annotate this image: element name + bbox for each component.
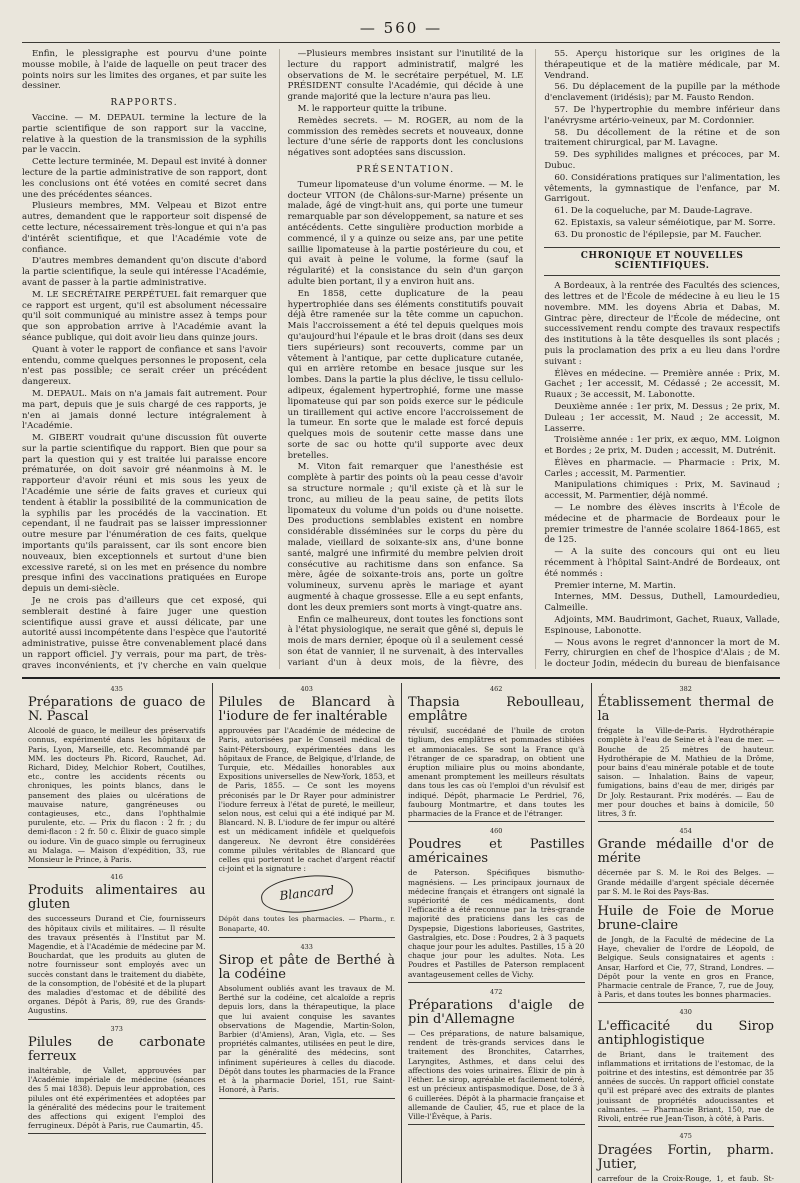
paragraph: Deuxième année : 1er prix, M. Dessus ; 2e prix, M. Duleau ; 1er accessit, M. Naud ; 2e accessit, M. Lasserre. [544,402,780,434]
ad-divider [408,1124,585,1125]
advertisement [598,1008,775,1127]
ad-column-2 [212,683,402,1183]
paragraph: — Nous avons le regret d'annoncer la mort de M. Ferry, chirurgien en chef de l'hospice d'Alais ; de M. le docteur Jodin, médecin du bureau de bienfaisance [544,638,780,669]
paragraph: M. DEPAUL. Mais on n'a jamais fait autrement. Pour ma part, depuis que je suis chargé de ces rapports, je n'en ai jamais donné lecture intégralement à l'Académie. [22,389,267,432]
thesis-item: 56. Du déplacement de la pupille par la méthode d'enclavement (iridésis); par M. Fausto Rendon. [544,82,780,104]
ad-body: de Paterson. Spécifiques bismutho-magnésiens. — Les principaux journaux de médecine français et étrangers ont signalé la supériorité de ces médicaments, dont l'efficacité a été reconnue par la très-grande majorité des praticiens dans les cas de Dyspepsie, Digestions laborieuses, Gastrites, Gastralgies, etc. Dose : Poudres, 2 à 3 paquets chaque jour pour les adultes. Pastilles, 15 à 20 chaque jour pour les adultes. Nota. Les Poudres et Pastilles de Paterson remplacent avantageusement celles de Vichy. [408,868,585,978]
ad-title: Préparations d'aigle de pin d'Allemagne [408,999,585,1027]
advertisement [28,1025,206,1135]
ad-title: Pilules de Blancard à l'iodure de fer inaltérable [219,696,396,724]
paragraph: Tumeur lipomateuse d'un volume énorme. — M. le docteur VITON (de Châlons-sur-Marne) présente un malade, âgé de vingt-huit ans, qui porte une tumeur remarquable par son développement, sa nature et ses antécédents. Cette singulière production morbide a commencé, il y a quinze ou seize ans, par une petite saillie lipomateuse à la partie postérieure du cou, et qui avait à peine le volume, la forme (sauf la régularité) et la consistance du sein d'un garçon adulte bien portant, il y a environ huit ans. [288,180,524,288]
thesis-item: 62. Epistaxis, sa valeur séméiotique, par M. Sorre. [544,218,780,229]
ad-body: des successeurs Durand et Cie, fournisseurs des hôpitaux civils et militaires. — Il résulte des travaux présentés à l'Institut par M. Magendie, et à l'Académie de médecine par M. Bouchardat, que les produits au gluten de notre fournisseur sont employés avec un succès constant dans le traitement du diabète, de la consomption, de l'obésité et de la plupart des maladies d'estomac et de débilité des organes. Dépôt à Paris, 89, rue des Grands-Augustins. [28,914,206,1015]
advertisement [408,827,585,983]
ad-body: Absolument oubliés avant les travaux de M. Berthé sur la codéine, cet alcaloïde a repris depuis lors, dans la thérapeutique, la place que lui avaient conquise les savantes observations de Magendie, Martin-Solon, Barbier (d'Amiens), Aran, Vigla, etc. — Ses propriétés calmantes, utilisées en peut le dire, par la généralité des médecins, sont infiniment supérieures à celles du diacode. Dépôt dans toutes les pharmacies de la France et à la pharmacie Doriel, 151, rue Saint-Honoré, à Paris. [219,984,396,1094]
page-number: — 560 — [22,18,780,43]
ad-body: approuvées par l'Académie de médecine de Paris, autorisées par le Conseil médical de Saint-Pétersbourg, expérimentées dans les hôpitaux de France, de Belgique, d'Irlande, de Turquie, etc. Médailles honorables aux Expositions universelles de New-York, 1853, et de Paris, 1855. — Ce sont les moyens préconisés par le Dr Rayer pour administrer l'iodure ferreux à l'état de pureté, le meilleur, selon nous, est celui qui a été indiqué par M. Blancard. N. B. L'iodure de fer impur ou altéré est un médicament infidèle et quelquefois dangereux. Ne devront être considérées comme pilules véritables de Blancard que celles qui porteront le cachet d'argent réactif ci-joint et la signature : [219,726,396,873]
advertisement [219,685,396,938]
paragraph: Manipulations chimiques : Prix, M. Savinaud ; accessit, M. Parmentier, déjà nommé. [544,480,780,502]
ad-title: Établissement thermal de la [598,696,775,724]
paragraph: Je ne crois pas d'ailleurs que cet exposé, qui semblerait destiné à faire juger une question scientifique aussi grave et aussi délicate, par une autorité aussi incompétente dans l'espèce que l'autorité administrative, puisse être convenablement placé dans un rapport officiel. J'y verrais, pour ma part, de très-graves inconvénients, et j'y cherche en vain quelque [22,596,267,669]
advertisement [598,1132,775,1183]
paragraph: A Bordeaux, à la rentrée des Facultés des sciences, des lettres et de l'École de médecine à eu lieu le 15 novembre. MM. les doyens Abria et Dabas, M. Gintrac père, directeur de l'École de médecine, ont successivement rendu compte des travaux respectifs des institutions à la tête desquelles ils sont placés ; puis la proclamation des prix a eu lieu dans l'ordre suivant : [544,281,780,367]
ad-number: 454 [598,827,775,836]
ad-body: décernée par S. M. le Roi des Belges. — Grande médaille d'argent spéciale décernée par S. M. le Roi des Pays-Bas. [598,868,775,896]
paragraph: M. le rapporteur quitte la tribune. [288,104,524,115]
paragraph: Enfin, le plessigraphe est pourvu d'une pointe mousse mobile, à l'aide de laquelle on peut tracer des points noirs sur les limites des organes, et par suite les dessiner. [22,49,267,92]
ad-body: frégate la Ville-de-Paris. Hydrothérapie complète à l'eau de Seine et à l'eau de mer. — Bouche de 25 mètres de hauteur. Hydrothérapie de M. Mathieu de la Drôme, pour bains d'eau minérale potable et de toute saison. — Inhalation. Bains de vapeur, fumigations, bains d'eau de mer, dirigés par Dr Joly. Restaurant. Prix modérés. — Eau de mer pour douches et bains à domicile, 50 litres, 3 fr. [598,726,775,818]
paragraph: Élèves en médecine. — Première année : Prix, M. Gachet ; 1er accessit, M. Cédassé ; 2e accessit, M. Ruaux ; 3e accessit, M. Labonotte. [544,369,780,401]
ad-number: 403 [219,685,396,694]
ad-body: carrefour de la Croix-Rouge, 1, et faub. St- [598,1174,775,1183]
paragraph: Élèves en pharmacie. — Pharmacie : Prix, M. Carles ; accessit, M. Parmentier. [544,458,780,480]
ad-number: 430 [598,1008,775,1017]
ad-title: Poudres et Pastilles américaines [408,838,585,866]
paragraph: En 1858, cette duplicature de la peau hypertrophiée dans ses éléments constitutifs pouvait déjà être ramenée sur la tête comme un capuchon. Mais l'accroissement a été tel depuis quelques mois qu'aujourd'hui l'épaule et le bras droit (dans ses deux tiers supérieurs) sont recouverts, comme par un vêtement à l'antique, par cette duplicature cutanée, qui en arrière retombe en besace jusque sur les lombes. Dans la partie la plus déclive, le tissu cellulo-adipeux, également hypertrophié, forme une masse lipomateuse qui par son poids exerce sur le pédicule un tiraillement qui active encore l'accroissement de la tumeur. En sorte que le malade est forcé depuis quelques mois de soutenir cette masse dans une sorte de sac ou hotte qu'il supporte avec deux bretelles. [288,289,524,462]
ad-title: Pilules de carbonate ferreux [28,1036,206,1064]
section-title-presentation: PRÉSENTATION. [288,165,524,176]
paragraph: Enfin ce malheureux, dont toutes les fonctions sont à l'état physiologique, ne serait que gêné si, depuis le mois de mars dernier, époque où il a seulement cessé son état de vannier, il ne survenait, à des intervalles variant d'un à deux mois, de la fièvre, des [288,615,524,669]
ad-divider [28,867,206,868]
ad-number: 435 [28,685,206,694]
advertisement [598,827,775,900]
paragraph: M. Viton fait remarquer que l'anesthésie est complète à partir des points où la peau cesse d'avoir sa structure normale ; qu'il existe çà et là sur le tronc, au milieu de la peau saine, de petits îlots lipomateux du volume d'un poids ou d'une noisette. Des productions semblables existent en nombre considérable disséminées sur le corps du père du malade, vieillard de soixante-six ans, d'une bonne santé, malgré une infirmité du membre pelvien droit consécutive au rachitisme dans son enfance. Sa mère, âgée de soixante-trois ans, porte un goître volumineux, survenu après le mariage et ayant augmenté à chaque grossesse. Elle a eu sept enfants, dont les deux premiers sont morts à vingt-quatre ans. [288,462,524,613]
section-title-rapports: RAPPORTS. [22,98,267,109]
paragraph: M. GIBERT voudrait qu'une discussion fût ouverte sur la partie scientifique du rapport. Bien que pour sa part la question qui y est traitée lui paraisse encore prématurée, on doit savoir gré néanmoins à M. le rapporteur d'avoir réuni et mis sous les yeux de l'Académie une série de faits graves et curieux qui tendent à établir la possibilité de la communication de la syphilis par les procédés de la vaccination. Et cependant, il ne faudrait pas se laisser impressionner outre mesure par l'énumération de ces faits, quelque importants qu'ils paraissent, car ils sont encore bien nouveaux, bien exceptionnels et surtout d'une bien excessive rareté, si on les met en présence du nombre presque infini des vaccinations pratiquées en Europe depuis un demi-siècle. [22,433,267,595]
advertisement [598,685,775,822]
ad-body: inaltérable, de Vallet, approuvées par l'Académie impériale de médecine (séances des 5 mai 1838). Depuis leur approbation, ces pilules ont été expérimentées et adoptées par la généralité des médecins pour le traitement des affections qui exigent l'emploi des ferrugineux. Dépôt à Paris, rue Caumartin, 45. [28,1066,206,1130]
advertisement [408,988,585,1125]
ad-body: de Jongh, de la Faculté de médecine de La Haye, chevalier de l'ordre de Léopold, de Belgique. Seuls consignataires et agents : Ansar, Harford et Cie, 77, Strand, Londres. — Dépôt pour la vente en gros en France, Pharmacie centrale de France, 7, rue de Jouy, à Paris, et dans toutes les bonnes pharmacies. [598,935,775,999]
ad-body: Alcoolé de guaco, le meilleur des préservatifs connus, expérimenté dans les hôpitaux de Paris, Lyon, Marseille, etc. Recommandé par MM. les docteurs Ph. Ricord, Rauchet, Ad. Richard, Didey, Melchior Robert, Coutilhes, etc., contre les accidents récents ou chroniques, les points blancs, dans le pansement des plaies ou ulcérations de mauvaise nature, gangréneuses ou contagieuses, etc., dans l'ophthalmie purulente, etc. — Prix du flacon : 2 fr. ; du demi-flacon : 2 fr. 50 c. Élixir de guaco simple ou iodure. Vin de guaco simple ou ferrugineux au Malaga. — Maison d'expédition, 33, rue Monsieur le Prince, à Paris. [28,726,206,864]
ad-divider [408,821,585,822]
ad-body: de Briant, dans le traitement des inflammations et irritations de l'estomac, de la poitrine et des intestins, est démontrée par 35 années de succès. Un rapport officiel constate qu'il est préparé avec des extraits de plantes jouissant de propriétés adoucissantes et calmantes. — Pharmacie Briant, 150, rue de Rivoli, entrée rue Jean-Tison, à côté, à Paris. [598,1050,775,1124]
paragraph: Internes, MM. Dessus, Duthell, Lamourdedieu, Calmeille. [544,592,780,614]
ad-divider [598,821,775,822]
advertisement [28,873,206,1019]
thesis-item: 57. De l'hypertrophie du membre inférieur dans l'anévrysme artério-veineux, par M. Cordonnier. [544,105,780,127]
ad-divider [219,937,396,938]
paragraph: Troisième année : 1er prix, ex æquo, MM. Loignon et Bordes ; 2e prix, M. Duden ; accessit, M. Dutrénit. [544,435,780,457]
ad-column-3 [401,683,591,1183]
article-column-2 [279,49,524,669]
thesis-item: 60. Considérations pratiques sur l'alimentation, les vêtements, la gymnastique de l'enfance, par M. Garrigout. [544,173,780,205]
ad-title: Grande médaille d'or de mérite [598,838,775,866]
ad-title: Huile de Foie de Morue brune-claire [598,905,775,933]
ad-column-4 [591,683,781,1183]
thesis-item: 61. De la coqueluche, par M. Daude-Lagrave. [544,206,780,217]
paragraph: Plusieurs membres, MM. Velpeau et Bizot entre autres, demandent que le rapporteur soit dispensé de cette lecture, nécessairement très-longue et qui n'a pas d'intérêt scientifique, et que l'Académie vote de confiance. [22,201,267,255]
thesis-item: 58. Du décollement de la rétine et de son traitement chirurgical, par M. Lavagne. [544,128,780,150]
ad-number: 475 [598,1132,775,1141]
section-title-chronique: CHRONIQUE ET NOUVELLES SCIENTIFIQUES. [544,247,780,277]
ad-title: Sirop et pâte de Berthé à la codéine [219,954,396,982]
thesis-item: 63. Du pronostic de l'épilepsie, par M. Faucher. [544,230,780,241]
ad-title: Produits alimentaires au gluten [28,884,206,912]
ad-body: — Ces préparations, de nature balsamique, rendent de très-grands services dans le traitement des Bronchites, Catarrhes, Laryngites, Asthmes, et dans celui des affections des voies urinaires. Élixir de pin à l'éther. Le sirop, agréable et facilement toléré, est un précieux antispasmodique. Dose, de 3 à 6 cuillerées. Dépôt à la pharmacie française et allemande de Caulier, 45, rue et place de la Ville-l'Évêque, à Paris. [408,1029,585,1121]
ad-divider [219,1098,396,1099]
ad-number: 382 [598,685,775,694]
article-column-3 [535,49,780,669]
paragraph: Adjoints, MM. Baudrimont, Gachet, Ruaux, Vallade, Espinouse, Labonotte. [544,615,780,637]
paragraph: —Plusieurs membres insistant sur l'inutilité de la lecture du rapport administratif, malgré les observations de M. le secrétaire perpétuel, M. LE PRÉSIDENT consulte l'Académie, qui décide à une grande majorité que la lecture n'aura pas lieu. [288,49,524,103]
advertisements [22,683,780,1183]
advertisement [408,685,585,822]
ad-number: 460 [408,827,585,836]
paragraph: — Le nombre des élèves inscrits à l'École de médecine et de pharmacie de Bordeaux pour le premier trimestre de l'année scolaire 1864-1865, est de 125. [544,503,780,546]
ad-number: 472 [408,988,585,997]
ad-divider [28,1019,206,1020]
ad-number: 433 [219,943,396,952]
ad-divider [598,899,775,900]
advertisements-divider [22,677,780,679]
ad-number: 416 [28,873,206,882]
paragraph: Vaccine. — M. DEPAUL termine la lecture de la partie scientifique de son rapport sur la vaccine, relative à la question de la transmission de la syphilis par le vaccin. [22,113,267,156]
paragraph: — A la suite des concours qui ont eu lieu récemment à l'hôpital Saint-André de Bordeaux, ont été nommés : [544,547,780,579]
ad-number: 373 [28,1025,206,1034]
ad-divider [598,1126,775,1127]
ad-title: L'efficacité du Sirop antiphlogistique [598,1020,775,1048]
ad-divider [28,1133,206,1134]
paragraph: M. LE SECRÉTAIRE PERPÉTUEL fait remarquer que ce rapport est urgent, qu'il est absolument nécessaire qu'il soit communiqué au ministre assez à temps pour que son approbation arrive à l'Académie avant la séance publique, qui doit avoir lieu dans quinze jours. [22,290,267,344]
thesis-item: 59. Des syphilides malignes et précoces, par M. Dubuc. [544,150,780,172]
ad-divider [598,1002,775,1003]
ad-title: Thapsia Reboulleau, emplâtre [408,696,585,724]
ad-column-1 [22,683,212,1183]
advertisement [598,905,775,1003]
thesis-item: 55. Aperçu historique sur les origines de la thérapeutique et de la matière médicale, par M. Vendrand. [544,49,780,81]
ad-title: Préparations de guaco de N. Pascal [28,696,206,724]
paragraph: Quant à voter le rapport de confiance et sans l'avoir entendu, comme quelques personnes le proposent, cela n'est pas possible; ce serait créer un précédent dangereux. [22,345,267,388]
paragraph: Remèdes secrets. — M. ROGER, au nom de la commission des remèdes secrets et nouveaux, donne lecture d'une série de rapports dont les conclusions négatives sont adoptées sans discussion. [288,116,524,159]
paragraph: D'autres membres demandent qu'on discute d'abord la partie scientifique, la seule qui intéresse l'Académie, avant de passer à la partie administrative. [22,256,267,288]
ad-footer: Dépôt dans toutes les pharmacies. — Pharm., r. Bonaparte, 40. [219,915,396,933]
ad-title: Dragées Fortin, pharm. Jutier, [598,1144,775,1172]
paragraph: Premier interne, M. Martin. [544,581,780,592]
article-column-1 [22,49,267,669]
signature-stamp: Blancard [259,872,354,917]
advertisement [219,943,396,1099]
ad-body: révulsif, succédané de l'huile de croton tiglium, des emplâtres et pommades stibiées et ammoniacales. Se sont la France qu'à l'étranger de ce sparadrap, on obtient une éruption miliaire plus ou moins abondante, amenant promptement les meilleurs résultats dans tous les cas où l'emploi d'un révulsif est indiqué. Dépôt, pharmacie Le Perdriel, 76, faubourg Montmartre, et dans toutes les pharmacies de la France et de l'étranger. [408,726,585,818]
ad-number: 462 [408,685,585,694]
ad-divider [408,982,585,983]
advertisement [28,685,206,868]
paragraph: Cette lecture terminée, M. Depaul est invité à donner lecture de la partie administrative de son rapport, dont les conclusions ont été votées en comité secret dans une des précédentes séances. [22,157,267,200]
article-columns [22,49,780,669]
